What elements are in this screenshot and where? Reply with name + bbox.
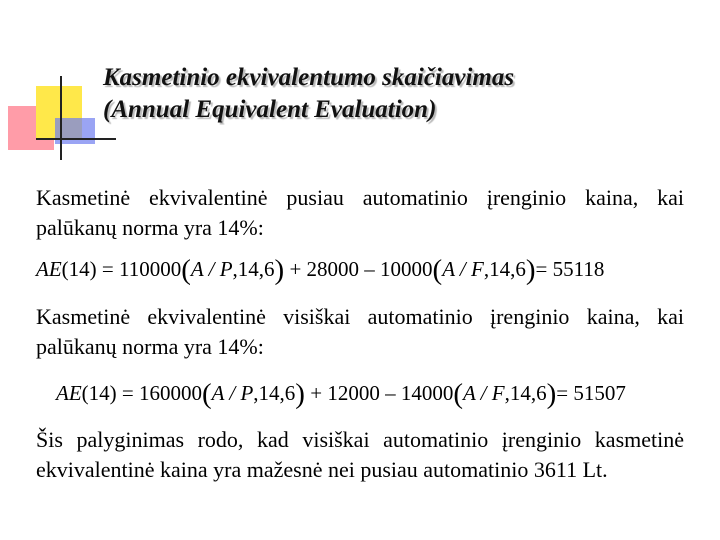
formula-factor1-args: ,14,6 — [232, 257, 275, 281]
formula-factor2-var: A / F — [442, 257, 484, 281]
formula-coef1: 110000 — [119, 257, 182, 281]
formula-factor1-var: A / P — [211, 381, 254, 405]
decor-horizontal-line — [36, 138, 116, 140]
formula-eq: = — [116, 381, 139, 405]
formula-result: = 51507 — [556, 381, 626, 405]
formula-fully-automatic: AE(14) = 160000(A / P,14,6) + 12000 – 14000(A / F,14,6)= 51507 — [56, 378, 626, 410]
formula-rate: (14) — [81, 381, 117, 405]
formula-coef2: 12000 – 14000 — [327, 381, 454, 405]
formula-lhs: AE — [36, 257, 62, 281]
formula-lhs: AE — [56, 381, 82, 405]
slide-title — [103, 62, 514, 126]
formula-factor2-args: ,14,6 — [504, 381, 547, 405]
formula-factor1-args: ,14,6 — [253, 381, 296, 405]
formula-plus: + — [304, 381, 328, 405]
decor-vertical-line — [60, 76, 62, 160]
formula-rate: (14) — [61, 257, 97, 281]
paragraph-conclusion: Šis palyginimas rodo, kad visiškai automatinio įrenginio kasmetinė ekvivalentinė kaina yra mažesnė nei pusiau automatinio 3611 Lt. — [36, 427, 684, 482]
formula-factor2-args: ,14,6 — [483, 257, 526, 281]
formula-coef2: 28000 – 10000 — [306, 257, 433, 281]
formula-factor1-var: A / P — [190, 257, 233, 281]
slide-title-line1: Kasmetinio ekvivalentumo skaičiavimas — [103, 64, 515, 91]
paragraph-fully-automatic: Kasmetinė ekvivalentinė visiškai automatinio įrenginio kaina, kai palūkanų norma yra 14%: — [36, 304, 684, 359]
formula-factor2-var: A / F — [462, 381, 505, 405]
paragraph-semi-automatic: Kasmetinė ekvivalentinė pusiau automatinio įrenginio kaina, kai palūkanų norma yra 14%: — [36, 185, 684, 240]
formula-result: = 55118 — [535, 257, 605, 281]
formula-semi-automatic: AE(14) = 110000(A / P,14,6) + 28000 – 10000(A / F,14,6)= 55118 — [36, 254, 605, 286]
formula-coef1: 160000 — [139, 381, 202, 405]
slide-title-line2: (Annual Equivalent Evaluation) — [103, 96, 437, 123]
formula-plus: + — [284, 257, 307, 281]
formula-eq: = — [96, 257, 119, 281]
